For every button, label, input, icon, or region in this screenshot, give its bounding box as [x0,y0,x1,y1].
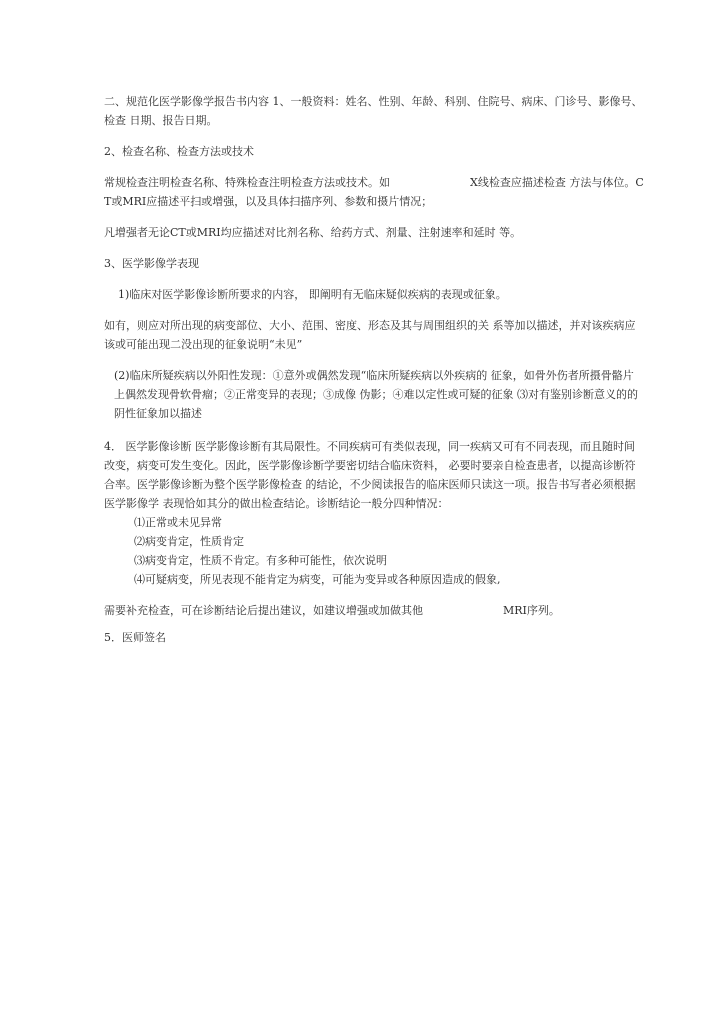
clinical-requirement-paragraph: 1)临床对医学影像诊断所要求的内容， 即阐明有无临床疑似疾病的表现或征象。 [118,288,507,301]
supplementary-text-a: 需要补充检查，可在诊断结论后提出建议，如建议增强或加做其他 [104,604,423,617]
diagnosis-item-3: ⑶病变肯定，性质不肯定。有多种可能性，依次说明 [134,554,387,567]
section-2-paragraph [104,173,644,211]
lesion-description-paragraph: 如有，则应对所出现的病变部位、大小、范围、密度、形态及其与周围组织的关 系等加以描述，并对该疾病应该或可能出现二没出现的征象说明“未见” [104,319,636,351]
diagnosis-item-1: ⑴正常或未见异常 [134,516,222,529]
contrast-paragraph: 凡增强者无论CT或MRI均应描述对比剂名称、给药方式、剂量、注射速率和延时 等。 [104,226,522,239]
supplementary-check-paragraph [104,601,644,620]
document-page [104,92,644,647]
section-3-heading: 3、医学影像学表现 [104,257,199,270]
section-4-diagnosis-paragraph: 4． 医学影像诊断 医学影像诊断有其局限性。不同疾病可有类似表现，同一疾病又可有不同表现，而且随时间改变，病变可发生变化。因此，医学影像诊断学要密切结合临床资料， 必要时要亲自检查患者，以提高诊断符合率。医学影像诊断为整个医学影像检查 的结论，不少阅读报告的临床医师只读这一项。报告书写者必须根据医学影像学 表现恰如其分的做出检查结论。诊断结论一般分四种情况： [104,440,636,510]
section-2-text-b: X线检查应描述检查 方法与体位。CT或MRI应描述平扫或增强，以及具体扫描序列、参数和摄片情况； [104,176,644,208]
diagnosis-item-4: ⑷可疑病变，所见表现不能肯定为病变，可能为变异或各种原因造成的假象, [134,573,501,586]
section-2-heading: 2、检查名称、检查方法或技术 [104,145,254,158]
section-2-text-a: 常规检查注明检查名称、特殊检查注明检查方法或技术。如 [104,176,390,189]
supplementary-text-b: MRI序列。 [503,604,560,617]
section-5-heading: 5．医师签名 [104,631,166,644]
section-1-general-info: 二、规范化医学影像学报告书内容 1、一般资料：姓名、性别、年龄、科别、住院号、病床、门诊号、影像号、检查 日期、报告日期。 [104,95,643,127]
diagnosis-item-2: ⑵病变肯定，性质肯定 [134,535,244,548]
positive-findings-paragraph: (2)临床所疑疾病以外阳性发现：①意外或偶然发现“临床所疑疾病以外疾病的 征象，如骨外伤者所摄骨骼片上偶然发现骨软骨瘤；②正常变异的表现；③成像 伪影；④难以定性或可疑的征象 ⑶对有鉴别诊断意义的的阴性征象加以描述 [114,369,638,420]
